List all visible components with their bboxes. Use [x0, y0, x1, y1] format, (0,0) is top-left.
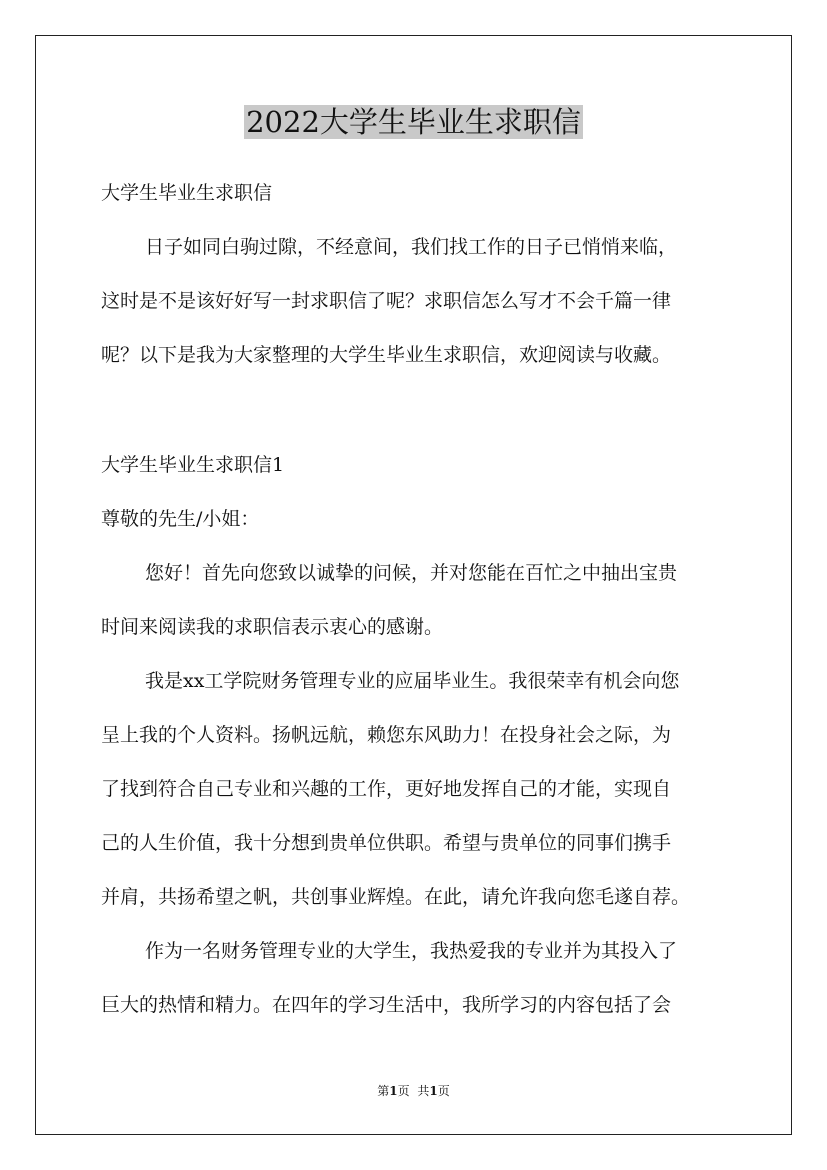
body-line-5: 了找到符合自己专业和兴趣的工作，更好地发挥自己的才能，实现自: [101, 778, 672, 800]
footer-total-suffix: 页: [437, 1084, 450, 1098]
salutation: 尊敬的先生/小姐：: [101, 508, 260, 530]
footer-page-number: 1: [389, 1084, 398, 1098]
footer-page-prefix: 第: [377, 1084, 390, 1098]
intro-line-3: 呢？以下是我为大家整理的大学生毕业生求职信，欢迎阅读与收藏。: [101, 344, 672, 366]
document-title-text: 2022大学生毕业生求职信: [246, 105, 581, 139]
body-line-7: 并肩，共扬希望之帆，共创事业辉煌。在此，请允许我向您毛遂自荐。: [101, 886, 691, 908]
footer-page-suffix: 页: [397, 1084, 410, 1098]
intro-line-1: 日子如同白驹过隙，不经意间，我们找工作的日子已悄悄来临，: [145, 236, 678, 258]
page-footer: [0, 1083, 827, 1099]
body-line-4: 呈上我的个人资料。扬帆远航，赖您东风助力！在投身社会之际，为: [101, 724, 672, 746]
body-line-3: 我是xx工学院财务管理专业的应届毕业生。我很荣幸有机会向您: [145, 670, 680, 692]
intro-line-2: 这时是不是该好好写一封求职信了呢？求职信怎么写才不会千篇一律: [101, 290, 672, 312]
body-line-6: 己的人生价值，我十分想到贵单位供职。希望与贵单位的同事们携手: [101, 832, 672, 854]
footer-total-pages: 1: [429, 1084, 438, 1098]
document-title: [0, 102, 827, 142]
footer-total-prefix: 共: [417, 1084, 430, 1098]
body-line-1: 您好！首先向您致以诚挚的问候，并对您能在百忙之中抽出宝贵: [145, 562, 678, 584]
body-line-2: 时间来阅读我的求职信表示衷心的感谢。: [101, 616, 444, 638]
section-heading: 大学生毕业生求职信1: [101, 454, 285, 476]
body-line-9: 巨大的热情和精力。在四年的学习生活中，我所学习的内容包括了会: [101, 994, 672, 1016]
body-line-8: 作为一名财务管理专业的大学生，我热爱我的专业并为其投入了: [145, 940, 678, 962]
document-subtitle: 大学生毕业生求职信: [101, 182, 273, 204]
